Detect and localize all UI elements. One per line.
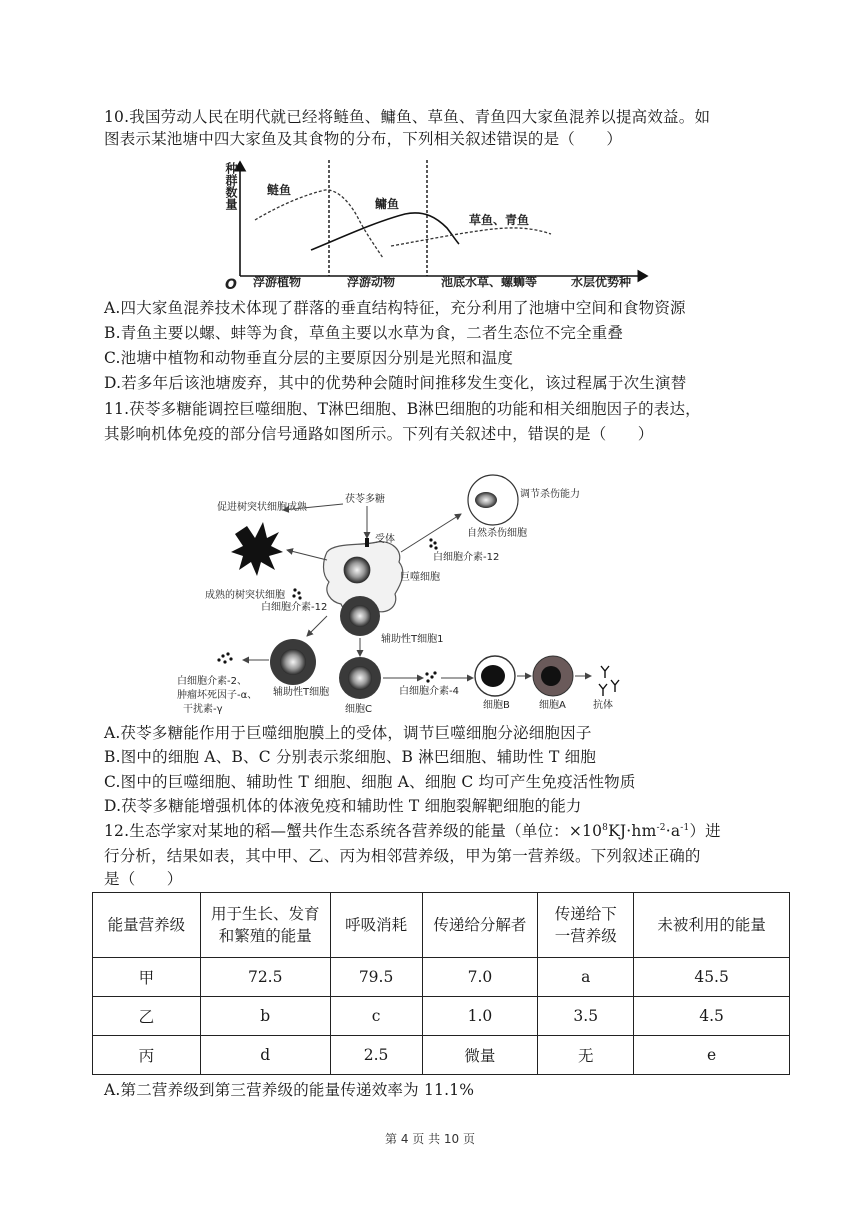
th-cell-nucleus [280, 649, 306, 675]
q11-immune-pathway-figure [177, 480, 635, 718]
table-cell: d [200, 1036, 330, 1075]
table-cell: 79.5 [330, 958, 422, 997]
header-cell: 传递给下 一营养级 [538, 893, 634, 958]
q12-stem-line3: 是（ ） [104, 870, 183, 888]
cytokines-line2: 肿瘤坏死因子-α、 [177, 690, 258, 701]
origin-label: O [225, 277, 237, 293]
header-cell: 传递给分解者 [422, 893, 538, 958]
table-cell: 1.0 [422, 997, 538, 1036]
page-footer: 第 4 页 共 10 页 [385, 1132, 475, 1146]
q12-stem-sup-1: 8 [602, 822, 609, 833]
table-cell: 乙 [93, 997, 201, 1036]
arrow-to-th [307, 616, 327, 636]
table-row [93, 997, 790, 1036]
q11-stem-line2: 其影响机体免疫的部分信号通路如图所示。下列有关叙述中，错误的是（ ） [104, 425, 654, 443]
x-category-2: 浮游动物 [347, 275, 396, 289]
q11-option-a: A.茯苓多糖能作用于巨噬细胞膜上的受体，调节巨噬细胞分泌细胞因子 [104, 724, 592, 742]
antibody-icon [599, 666, 619, 696]
q10-option-c: C.池塘中植物和动物垂直分层的主要原因分别是光照和温度 [104, 349, 514, 367]
table-cell: 7.0 [422, 958, 538, 997]
arrow-macrophage-to-dc [287, 550, 327, 560]
q12-stem-line2: 行分析，结果如表，其中甲、乙、丙为相邻营养级，甲为第一营养级。下列叙述正确的 [104, 847, 701, 865]
q10-option-a: A.四大家鱼混养技术体现了群落的垂直结构特征，充分利用了池塘中空间和食物资源 [104, 299, 686, 317]
q11-option-d: D.茯苓多糖能增强机体的体液免疫和辅助性 T 细胞裂解靶细胞的能力 [104, 797, 582, 815]
bighead-carp-curve [311, 213, 459, 250]
cell-b-label: 细胞B [483, 700, 510, 711]
dendritic-cell [231, 522, 283, 576]
q12-stem-sup-3: -1 [680, 822, 690, 833]
th-cell-label: 辅助性T细胞 [273, 687, 330, 698]
header-cell: 用于生长、发育 和繁殖的能量 [200, 893, 330, 958]
cell-a-label: 细胞A [539, 700, 566, 711]
th1-label: 辅助性T细胞1 [381, 634, 444, 645]
q12-option-a: A.第二营养级到第三营养级的能量传递效率为 11.1% [104, 1081, 475, 1099]
cell-c-nucleus [348, 666, 372, 690]
table-row [93, 958, 790, 997]
grass-black-carp-label: 草鱼、青鱼 [469, 213, 530, 227]
receptor [365, 538, 369, 547]
q10-stem-line2: 图表示某池塘中四大家鱼及其食物的分布，下列相关叙述错误的是（ ） [104, 130, 623, 148]
il4-label: 白细胞介素-4 [399, 686, 459, 697]
q11-stem-line1: 11.茯苓多糖能调控巨噬细胞、T淋巴细胞、B淋巴细胞的功能和相关细胞因子的表达， [104, 400, 701, 418]
cell-c-label: 细胞C [345, 704, 372, 715]
antibody-label: 抗体 [593, 700, 613, 711]
table-cell: 无 [538, 1036, 634, 1075]
table-cell: c [330, 997, 422, 1036]
table-cell: 4.5 [634, 997, 790, 1036]
q12-stem-part-a: 12.生态学家对某地的稻—蟹共作生态系统各营养级的能量（单位：×10 [104, 822, 603, 840]
x-category-1: 浮游植物 [253, 275, 302, 289]
receptor-label: 受体 [375, 534, 395, 545]
il12-left-label: 白细胞介素-12 [261, 602, 328, 613]
table-cell: a [538, 958, 634, 997]
il4-dots [425, 671, 436, 682]
energy-table [92, 892, 790, 1075]
cytokine-dots-left [217, 652, 232, 663]
q12-stem-part-c: ·a [665, 822, 681, 840]
table-cell: 微量 [422, 1036, 538, 1075]
table-cell: 72.5 [200, 958, 330, 997]
grass-black-carp-curve [391, 228, 551, 246]
table-cell: 2.5 [330, 1036, 422, 1075]
cell-b-nucleus [481, 665, 505, 687]
q12-stem-part-b: KJ·hm [608, 822, 657, 840]
nk-cell-label: 自然杀伤细胞 [467, 528, 527, 539]
table-row [93, 1036, 790, 1075]
q11-option-b: B.图中的细胞 A、B、C 分别表示浆细胞、B 淋巴细胞、辅助性 T 细胞 [104, 748, 597, 766]
y-axis-label: 种群数量 [224, 162, 238, 210]
x-axis-label: 水层优势种 [571, 275, 632, 289]
macrophage-nucleus [344, 557, 370, 583]
header-cell: 未被利用的能量 [634, 893, 790, 958]
table-cell: 45.5 [634, 958, 790, 997]
q11-option-c: C.图中的巨噬细胞、辅助性 T 细胞、细胞 A、细胞 C 均可产生免疫活性物质 [104, 773, 636, 791]
il12-dots-right [429, 538, 437, 549]
q12-stem-line1 [104, 820, 721, 842]
header-cell: 呼吸消耗 [330, 893, 422, 958]
poria-label: 茯苓多糖 [345, 494, 385, 505]
table-cell: b [200, 997, 330, 1036]
q12-stem-sup-2: -2 [656, 822, 666, 833]
cytokines-line3: 干扰素-γ [183, 704, 223, 715]
il12-dots-left [292, 588, 301, 599]
mature-dc-label: 成熟的树突状细胞 [205, 590, 285, 601]
q10-option-b: B.青鱼主要以螺、蚌等为食，草鱼主要以水草为食，二者生态位不完全重叠 [104, 324, 624, 342]
table-cell: e [634, 1036, 790, 1075]
header-cell: 能量营养级 [93, 893, 201, 958]
q10-option-d: D.若多年后该池塘废弃，其中的优势种会随时间推移发生变化，该过程属于次生演替 [104, 374, 687, 392]
macrophage-label: 巨噬细胞 [400, 572, 440, 583]
table-cell: 丙 [93, 1036, 201, 1075]
silver-carp-curve [255, 190, 383, 258]
nk-cell-nucleus [475, 492, 497, 508]
cell-a-nucleus [541, 666, 561, 686]
il12-right-label: 白细胞介素-12 [433, 552, 500, 563]
q10-fish-distribution-figure [215, 158, 655, 293]
cytokines-line1: 白细胞介素-2、 [177, 676, 247, 687]
q10-stem-line1: 10.我国劳动人民在明代就已经将鲢鱼、鳙鱼、草鱼、青鱼四大家鱼混养以提高效益。如 [104, 108, 711, 126]
table-cell: 甲 [93, 958, 201, 997]
q12-stem-part-d: ）进 [689, 822, 721, 840]
table-cell: 3.5 [538, 997, 634, 1036]
regulate-kill-label: 调节杀伤能力 [520, 489, 580, 500]
promote-dc-label: 促进树突状细胞成熟 [217, 502, 307, 513]
th1-nucleus [349, 605, 371, 627]
bighead-carp-label: 鳙鱼 [375, 197, 400, 211]
table-header-row [93, 893, 790, 958]
x-category-3: 池底水草、螺蛳等 [441, 275, 538, 289]
silver-carp-label: 鲢鱼 [267, 183, 292, 197]
